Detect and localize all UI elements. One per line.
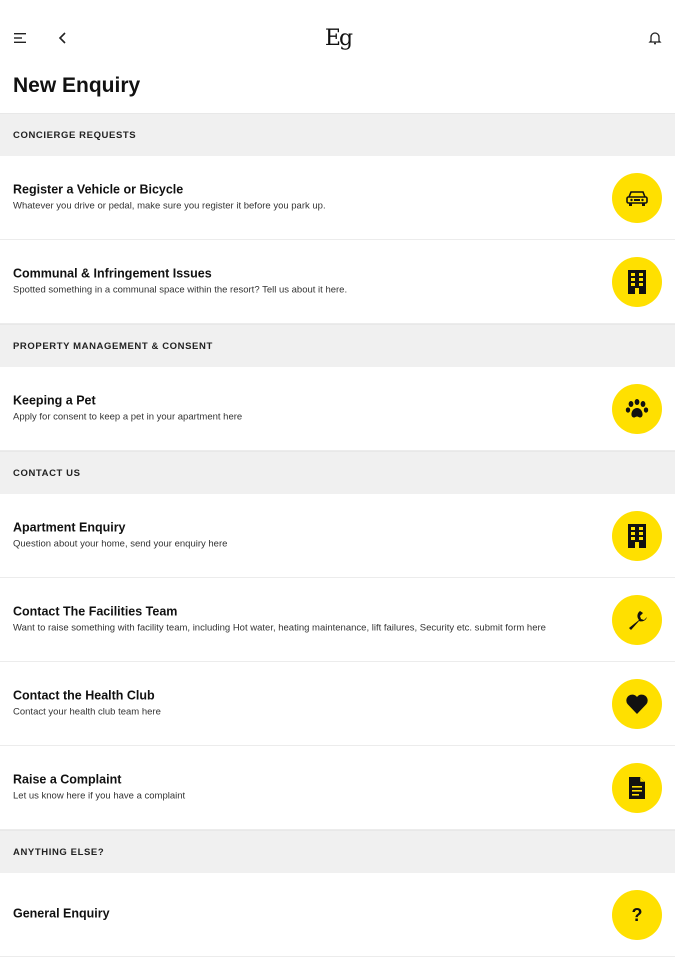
item-title: Contact The Facilities Team <box>13 604 178 618</box>
item-description: Contact your health club team here <box>13 706 161 717</box>
bell-icon[interactable] <box>643 27 667 49</box>
list-item-register-vehicle[interactable] <box>0 156 675 240</box>
item-title: General Enquiry <box>13 906 110 920</box>
list-item-apartment-enquiry[interactable] <box>0 494 675 578</box>
item-title: Apartment Enquiry <box>13 520 126 534</box>
item-title: Contact the Health Club <box>13 688 155 702</box>
paw-icon <box>612 384 662 434</box>
svg-text:?: ? <box>631 904 643 925</box>
section-header: PROPERTY MANAGEMENT & CONSENT <box>0 324 675 367</box>
chevron-left-icon[interactable] <box>52 27 74 49</box>
section-header: ANYTHING ELSE? <box>0 830 675 873</box>
wrench-icon <box>612 595 662 645</box>
logo[interactable]: Eg <box>324 26 352 51</box>
page-title: New Enquiry <box>13 74 141 97</box>
list-item-general-enquiry[interactable] <box>0 873 675 957</box>
item-title: Raise a Complaint <box>13 772 122 786</box>
item-description: Spotted something in a communal space within the resort? Tell us about it here. <box>13 284 348 295</box>
item-description: Want to raise something with facility team, including Hot water, heating maintenance, lift failures, Security etc. submit form here <box>13 622 546 633</box>
item-description: Whatever you drive or pedal, make sure you register it before you park up. <box>13 200 326 211</box>
list-item-health-club[interactable] <box>0 662 675 746</box>
car-icon <box>612 173 662 223</box>
item-description: Question about your home, send your enquiry here <box>13 538 228 549</box>
item-description: Apply for consent to keep a pet in your apartment here <box>13 411 243 422</box>
list-item-raise-complaint[interactable] <box>0 746 675 830</box>
list-item-facilities-team[interactable] <box>0 578 675 662</box>
menu-icon[interactable] <box>10 28 32 48</box>
item-title: Register a Vehicle or Bicycle <box>13 182 184 196</box>
section-header: CONCIERGE REQUESTS <box>0 113 675 156</box>
list-item-communal-issues[interactable] <box>0 240 675 324</box>
heart-icon <box>612 679 662 729</box>
item-title: Keeping a Pet <box>13 393 96 407</box>
enquiry-list <box>0 113 675 957</box>
list-item-keeping-pet[interactable] <box>0 367 675 451</box>
building-icon <box>612 257 662 307</box>
top-bar <box>0 0 675 76</box>
section-header: CONTACT US <box>0 451 675 494</box>
document-icon <box>612 763 662 813</box>
building-icon <box>612 511 662 561</box>
item-title: Communal & Infringement Issues <box>13 266 212 280</box>
question-icon <box>612 890 662 940</box>
item-description: Let us know here if you have a complaint <box>13 790 186 801</box>
